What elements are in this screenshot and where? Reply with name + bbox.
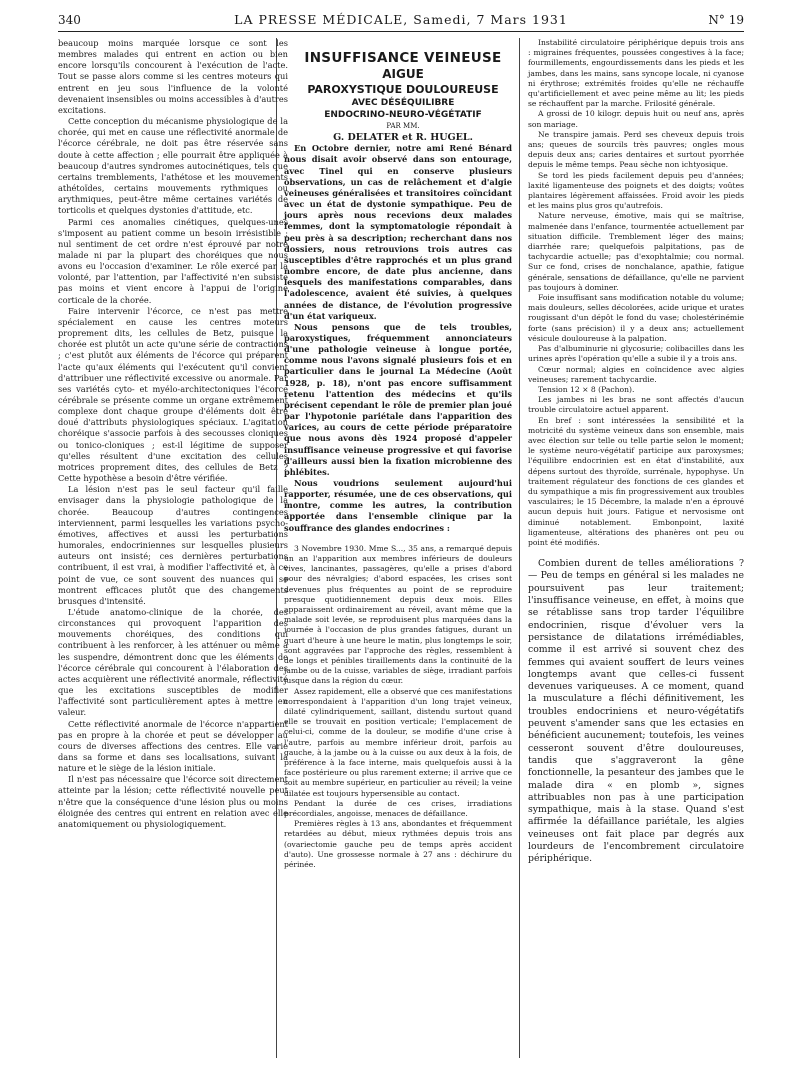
paragraph: L'étude anatomo-clinique de la chorée, des circonstances qui provoquent l'apparition des mouvements choréiques, des conditions qui contribuent à les renforcer, à les atténuer ou même à les suspendre, démontrent donc que les éléments de l'écorce cérébrale qui concourent à l'élaboration des actes acquièrent une réflectivité anormale, réflectivité que les excitations susceptibles de modifier l'affectivité sont particulièrement aptes à mettre en valeur. <box>58 606 288 718</box>
case-report <box>284 544 512 871</box>
paragraph: beaucoup moins marquée lorsque ce sont les membres malades qui entrent en action ou bien encore lorsqu'ils concourent à l'exécution de l'acte. Tout se passe alors comme si les centres moteurs qui entrent en jeu sous l'influence de la volonté devenaient insensibles ou moins accessibles à d'autres excitations. <box>58 38 288 115</box>
journal-title: LA PRESSE MÉDICALE, Samedi, 7 Mars 1931 <box>234 12 568 27</box>
column-3 <box>528 38 744 866</box>
paragraph: Cette conception du mécanisme physiologique de la chorée, qui met en cause une réflectivité anormale de l'écorce cérébrale, ne doit pas être réservée sans doute à cette affection ; elle pourrait être appliquée à beaucoup d'autres syndromes autocinétiques, tels que certains tremblements, l'athétose et les mouvements athétoïdes, certains mouvements rythmiques ou arythmiques, peut-être même certaines variétés de torticolis et quelques dystonies d'attitude, etc. <box>58 116 288 216</box>
article-subtitle-line-1: AVEC DÉSÉQUILIBRE <box>351 98 455 108</box>
page-number: 340 <box>58 13 81 27</box>
article-subtitle-line-2: ENDOCRINO-NEURO-VÉGÉTATIF <box>324 110 482 120</box>
authors: G. DELATER et R. HUGEL. <box>333 132 473 144</box>
column-1 <box>58 38 288 830</box>
paragraph: La lésion n'est pas le seul facteur qu'il faille envisager dans la physiologie pathologique de la chorée. Beaucoup d'autres contingences interviennent, parmi lesquelles les variations psycho-émotives, affectives et aussi les perturbations humorales, endocriniennes sur lesquelles plusieurs auteurs ont insisté; ces dernières perturbations contribuent, il est vrai, à modifier l'affectivité et, à ce point de vue, ce sont souvent des nuances qui se montrent efficaces plutôt que des changements brusques d'intensité. <box>58 484 288 606</box>
case-paragraph: Foie insuffisant sans modification notable du volume; mais douleurs, selles décolorées, acide urique et urates rougissant d'un dépôt le fond du vase; cholestérinémie forte (sans précision) il y a deux ans; actuellement vésicule douloureuse à la palpation. <box>528 293 744 343</box>
paragraph: Cette réflectivité anormale de l'écorce n'appartient pas en propre à la chorée et peut se développer au cours de diverses affections des centres. Elle varie dans sa forme et dans ses localisations, suivant la nature et le siège de la lésion initiale. <box>58 718 288 774</box>
column-2 <box>284 50 512 870</box>
paragraph: Nous voudrions seulement aujourd'hui rapporter, résumée, une de ces observations, qui montre, comme les autres, la contribution apportée dans l'ensemble clinique par la souffrance des glandes endocrines : <box>284 478 512 533</box>
paragraph: Faire intervenir l'écorce, ce n'est pas mettre spécialement en cause les centres moteurs proprement dits, les cellules de Betz, puisque la chorée est plutôt un acte qu'une série de contractions ; c'est plutôt aux éléments de l'écorce qui préparent l'acte qu'aux éléments qui l'exécutent qu'il convient d'attribuer une réflectivité excessive ou anormale. Par ses variétés cyto- et myélo-architectoniques l'écorce cérébrale se présente comme un organe extrêmement complexe dont chaque groupe d'éléments doit être doué d'attributs physiologiques spéciaux. L'agitation choréique s'associe parfois à des secousses cloniques ou tonico-cloniques ; est-il légitime de supposer qu'elles résultent d'une excitation des cellules motrices proprement dites, des cellules de Betz ? Cette hypothèse a besoin d'être vérifiée. <box>58 305 288 484</box>
case-paragraph: Pendant la durée de ces crises, irradiations précordiales, angoisse, menaces de défaillance. <box>284 798 512 819</box>
case-paragraph: Se tord les pieds facilement depuis peu d'années; laxité ligamenteuse des poignets et des doigts; voûtes plantaires légèrement affaissées. Froid avoir les pieds et les mains plus gros qu'autrefois. <box>528 170 744 211</box>
column-divider-2 <box>519 38 520 1058</box>
article-heading <box>284 50 512 143</box>
case-paragraph: Premières règles à 13 ans, abondantes et fréquemment retardées au début, mieux rythmées depuis trois ans (ovariectomie gauche peu de temps après accident d'auto). Une grossesse normale à 27 ans : déchirure du périnée. <box>284 819 512 870</box>
case-paragraph: A grossi de 10 kilogr. depuis huit ou neuf ans, après son mariage. <box>528 109 744 129</box>
paragraph: Parmi ces anomalies cinétiques, quelques-unes s'imposent au patient comme un besoin irrésistible ; nul sentiment de cet ordre n'est éprouvé par notre malade ni par la plupart des choréiques que nous avons eu l'occasion d'examiner. Le rôle exercé par la volonté, par l'attention, par l'affectivité n'en subsiste pas moins et vient encore à l'appui de l'origine corticale de la chorée. <box>58 216 288 305</box>
case-paragraph: Tension 12 × 8 (Pachon). <box>538 384 635 394</box>
case-paragraph: Ne transpire jamais. Perd ses cheveux depuis trois ans; queues de sourcils très pauvres; ongles mous depuis deux ans; caries dentaires et surtout pyorrhée depuis le même temps. Peau sèche non ichtyosique. <box>528 129 744 170</box>
paragraph: Combien durent de telles améliorations ? — Peu de temps en général si les malades ne poursuivent pas leur traitement; l'insuffisance veineuse, en effet, à moins que se rétablisse sans trop tarder l'équilibre endocrinien, risque d'évoluer vers la persistance de dilatations irrémédiables, comme il est arrivé si souvent chez des femmes qui avaient souffert de leurs veines longtemps avant que celles-ci fussent devenues variqueuses. A ce moment, quand la musculature a fléchi définitivement, les troubles endocriniens et neuro-végétatifs peuvent s'amender sans que les ectasies en bénéficient aucunement; toutefois, les veines cesseront souvent d'être douloureuses, tandis que s'aggraveront la gêne fonctionnelle, la pesanteur des jambes que le malade dira « en plomb », signes attribuables non pas à une participation sympathique, mais à la stase. Quand s'est affirmée la défaillance pariétale, les algies veineuses ont fait place par degrés aux lourdeurs de l'encombrement circulatoire périphérique. <box>528 558 744 865</box>
case-paragraph: En bref : sont intéressées la sensibilité et la motricité du système veineux dans son ensemble, mais avec élection sur telle ou telle partie selon le moment; le système neuro-végétatif participe aux paroxysmes; l'équilibre endocrinien est en état d'instabilité, aux dépens surtout des thyroïde, surrénale, hypophyse. Un traitement régulateur des fonctions de ces glandes et du sympathique a mis fin progressivement aux troubles vasculaires; le 15 Décembre, la malade n'en a éprouvé aucun depuis huit jours. Fatigue et nervosisme ont diminué notablement. Embonpoint, laxité ligamenteuse, altérations des phanères ont peu ou point été modifiés. <box>528 415 744 547</box>
running-header <box>58 10 744 30</box>
byline: PAR MM. <box>386 122 420 130</box>
case-paragraph: Les jambes ni les bras ne sont affectés d'aucun trouble circulatoire actuel apparent. <box>528 395 744 415</box>
article-title-line-2: AIGUE <box>382 67 424 81</box>
case-paragraph: Pas d'albuminurie ni glycosurie; colibacilles dans les urines après l'opération qu'elle a subie il y a trois ans. <box>528 344 744 364</box>
paragraph: Il n'est pas nécessaire que l'écorce soit directement atteinte par la lésion; cette réflectivité nouvelle peut n'être que la conséquence d'une lésion plus ou moins éloignée des centres qui entrent en relation avec elle anatomiquement ou physiologiquement. <box>58 774 288 829</box>
paragraph: Nous pensons que de tels troubles, paroxystiques, fréquemment annonciateurs d'une pathologie veineuse à longue portée, comme nous l'avons signalé plusieurs fois et en particulier dans le journal La Médecine (Août 1928, p. 18), n'ont pas encore suffisamment retenu l'attention des médecins et qu'ils précisent cependant le rôle de premier plan joué par l'hypotonie pariétale dans l'apparition des varices, au cours de cette période préparatoire que nous avons dès 1924 proposé d'appeler insuffisance veineuse progressive et qui favorise d'ailleurs aussi bien la fixation microbienne des phlébites. <box>284 321 512 477</box>
case-paragraph: Instabilité circulatoire périphérique depuis trois ans : migraines fréquentes, poussées congestives à la face; fourmillements, engourdissements dans les pieds et les jambes, dans les mains, sans syncope locale, ni cyanose ni érythrose; extrémités froides qu'elle ne réchauffe qu'artificiellement et avec peine même au lit; les pieds se réchauffent par la marche. Frilosité générale. <box>528 38 744 109</box>
article-title-line-3: PAROXYSTIQUE DOULOUREUSE <box>307 83 499 96</box>
case-paragraph: Cœur normal; algies en coïncidence avec algies veineuses; rarement tachycardie. <box>528 364 744 384</box>
case-paragraph: 3 Novembre 1930. Mme S..., 35 ans, a remarqué depuis un an l'apparition aux membres inférieurs de douleurs vives, lancinantes, passagères, qu'elle a prises d'abord pour des névralgies; d'abord espacées, les crises sont devenues plus fréquentes au point de se reproduire presque quotidiennement depuis deux mois. Elles apparaissent ordinairement au réveil, avant même que la malade soit levée, se reproduisent plus marquées dans la journée à l'occasion de plus grandes fatigues, durant un quart d'heure à une heure le matin, plus longtemps le soir, sont aggravées par l'approche des règles, ressemblent à de longs et pénibles tiraillements dans la continuité de la jambe ou de la cuisse, variables de siège, irradiant parfois jusque dans la région du cœur. <box>284 543 512 686</box>
header-rule <box>58 31 744 32</box>
issue-number: N° 19 <box>708 13 744 27</box>
article-title-line-1: INSUFFISANCE VEINEUSE <box>304 50 502 66</box>
case-paragraph: Assez rapidement, elle a observé que ces manifestations correspondaient à l'apparition d'un long trajet veineux, dilaté cylindriquement, saillant, distendu surtout quand elle se trouvait en position verticale; l'emplacement de celui-ci, comme de la douleur, se modifie d'une crise à l'autre, parfois au membre inférieur droit, parfois au gauche, à la jambe ou à la cuisse ou aux deux à la fois, de préférence à la face interne, mais quelquefois aussi à la face postérieure ou plus rarement externe; il arrive que ce soit au membre supérieur, en particulier au réveil; la veine dilatée est toujours hypersensible au contact. <box>284 686 512 798</box>
case-paragraph: Nature nerveuse, émotive, mais qui se maîtrise, malmenée dans l'enfance, tourmentée actuellement par situation difficile. Tremblement léger des mains; diarrhée rare; quelquefois palpitations, pas de tachycardie actuelle; pas d'exophtalmie; cou normal. Sur ce fond, crises de nonchalance, apathie, fatigue générale, sensations de défaillance, qu'elle ne parvient pas toujours à dominer. <box>528 211 744 292</box>
paragraph: En Octobre dernier, notre ami René Bénard nous disait avoir observé dans son entourage, avec Tinel qui en conserve plusieurs observations, un cas de relâchement et d'algie veineuses généralisées et transitoires coïncidant avec un état de dystonie sympathique. Peu de jours après nous recevions deux malades femmes, dont la symptomatologie répondait à peu près à sa description; recherchant dans nos dossiers, nous retrouvions trois autres cas susceptibles d'être rapprochés et un plus grand nombre encore, de date plus ancienne, dans lesquels des manifestations comparables, dans l'adolescence, avaient été suivies, à quelques années de distance, de l'évolution progressive d'un état variqueux. <box>284 143 512 321</box>
